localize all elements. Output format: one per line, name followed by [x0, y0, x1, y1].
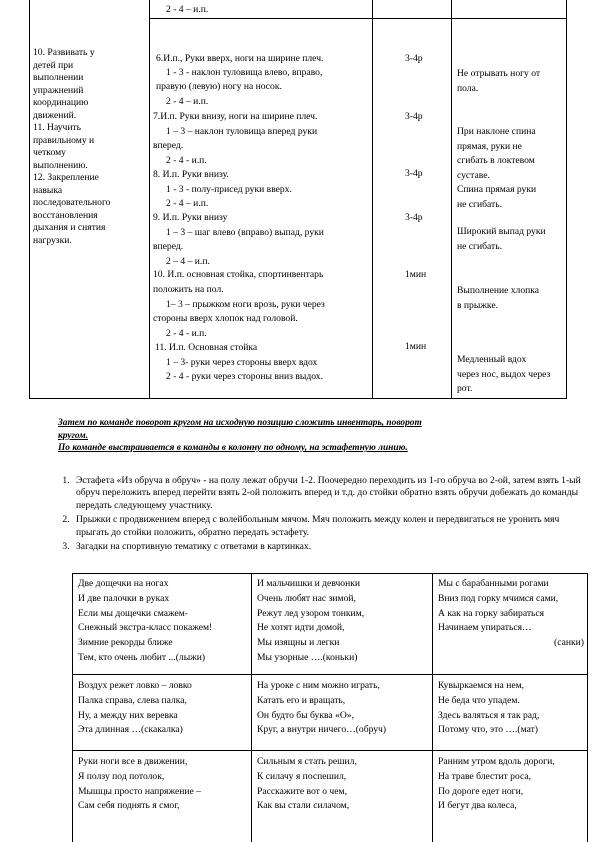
- riddle-line: Вниз под горку мчимся сами,: [438, 592, 559, 604]
- riddle-line: Ну, а между них веревка: [78, 709, 178, 721]
- riddle-line: Здесь валяться я так рад,: [438, 709, 540, 721]
- riddle-cell: [78, 577, 212, 666]
- riddle-line: На траве блестит роса,: [438, 770, 532, 782]
- riddle-line: Сам себя поднять я смог,: [78, 800, 180, 812]
- table-divider-1: [149, 0, 150, 398]
- exercise-line: 7.И.п. Руки внизу, ноги на ширине плеч.: [153, 111, 318, 122]
- riddle-line: Воздух режет ловко – ловко: [78, 680, 192, 691]
- riddle-line: Тем, кто очень любит ...(лыжи): [78, 651, 206, 663]
- exercise-line: 1 – 3 – наклон туловища вперед руки: [166, 125, 318, 137]
- exercise-11: [155, 341, 323, 385]
- riddle-line: Я ползу под потолок,: [78, 770, 165, 782]
- exercise-line: вперед.: [153, 241, 184, 252]
- riddle-row-line: [72, 750, 588, 751]
- riddle-line: И две палочки в руках: [78, 592, 170, 604]
- goal-line: 12. Закрепление: [33, 172, 99, 183]
- riddle-line: К силачу я поспешил,: [257, 770, 347, 782]
- exercise-9: [153, 211, 324, 269]
- riddle-line: Две дощечки на ногах: [78, 578, 169, 589]
- goal-line: координацию: [33, 97, 89, 108]
- riddle-cell: [438, 679, 539, 738]
- riddle-cell: [257, 577, 364, 666]
- note-line: рот.: [457, 383, 473, 394]
- dose: 3-4р: [405, 212, 423, 223]
- exercise-line: 2 - 4 - и.п.: [166, 154, 207, 166]
- list-item: 3. Загадки на спортивную тематику с ответами в картинках.: [72, 541, 588, 553]
- goal-line: выполнению.: [33, 159, 88, 171]
- riddle-line: Начинаем упираться…: [438, 622, 532, 634]
- exercise-line: 2 - 4 – и.п.: [166, 198, 209, 209]
- riddle-line: И мальчишки и девчонки: [257, 578, 361, 589]
- riddle-line: Расскажите вот о чем,: [257, 785, 347, 797]
- riddle-line: Круг, а внутри ничего…(обруч): [257, 724, 387, 736]
- table-divider-2: [372, 0, 373, 398]
- note-line: не сгибать.: [457, 198, 502, 210]
- note-text: кругом.: [58, 430, 89, 441]
- riddle-line: Руки ноги все в движении,: [78, 756, 188, 767]
- note-line: Широкий выпад руки: [457, 226, 546, 237]
- riddle-divider: [251, 573, 252, 842]
- goal-line: упражнений: [33, 84, 84, 96]
- exercise-line: 2 – 4 – и.п.: [166, 255, 210, 267]
- goal-line: 11. Научить: [33, 122, 82, 133]
- note-cell: [457, 353, 550, 397]
- note-line: Спина прямая руки: [457, 184, 537, 195]
- riddle-cell: [257, 755, 357, 814]
- note-line: через нос, выдох через: [457, 368, 551, 380]
- exercise-8: [153, 168, 292, 212]
- riddle-line: Не беда что упадем.: [438, 694, 520, 706]
- exercise-line: 10. И.п. основная стойка, спортинвентарь: [153, 269, 324, 280]
- table-border-bottom: [29, 398, 567, 399]
- note-line: суставе.: [457, 169, 490, 181]
- exercise-line: 9. И.п. Руки внизу: [153, 212, 228, 223]
- exercise-line: стороны вверх хлопок над головой.: [153, 313, 298, 325]
- list-item: 1. Эстафета «Из обруча в обруч» - на полу лежат обручи 1-2. Поочередно переходить из 1-го обруча во 2-ой, затем взять 1-ый обруч переложить вперед перейти взять 2-ой положить вперед и т.д. до стойки обратно взять обручи добежать до команды передать следующему участнику.: [72, 475, 588, 512]
- exercise-line: 11. И.п. Основная стойка: [155, 342, 258, 353]
- goal-line: правильному и: [33, 134, 95, 146]
- riddle-line: Он будто бы буква «О»,: [257, 709, 354, 721]
- riddle-line: Потому что, это ….(мат): [438, 724, 538, 736]
- note-cell: [457, 183, 536, 212]
- riddle-line: Катать его и вращать,: [257, 694, 346, 706]
- goal-line: выполнении: [33, 72, 84, 83]
- dose: 3-4р: [405, 168, 423, 179]
- goal-line: 10. Развивать у: [33, 47, 95, 58]
- table-divider-3: [451, 0, 452, 398]
- riddle-line: На уроке с ним можно играть,: [257, 680, 380, 691]
- riddle-line: Ранним утром вдоль дороги,: [438, 756, 555, 767]
- riddle-line: Если мы дощечки смажем-: [78, 607, 189, 619]
- exercise-line: 1– 3 – прыжком ноги врозь, руки через: [166, 298, 325, 310]
- goal-line: детей при: [33, 59, 74, 71]
- riddle-cell: [78, 755, 201, 814]
- riddle-line: Как вы стали силачом,: [257, 800, 350, 812]
- riddle-line: Палка справа, слева палка,: [78, 694, 187, 706]
- table-border-left: [29, 0, 30, 398]
- note-line: в прыжке.: [457, 299, 499, 311]
- riddle-line: Кувыркаемся на нем,: [438, 680, 525, 691]
- riddle-line: По дороге едет ноги,: [438, 785, 524, 797]
- exercise-6: [156, 52, 323, 109]
- note-cell: [457, 125, 536, 183]
- riddle-line: А как на горку забираться: [438, 607, 545, 619]
- exercise-line: правую (левую) ногу на носок.: [156, 81, 282, 93]
- note-cell: [457, 225, 546, 254]
- riddle-border-right: [587, 573, 588, 842]
- dose: 1мин: [405, 269, 427, 280]
- goal-line: четкому: [33, 147, 66, 158]
- riddle-row-line: [72, 674, 588, 675]
- note-cell: [457, 284, 539, 313]
- riddle-line: Зимние рекорды ближе: [78, 637, 173, 649]
- goal-line: нагрузки.: [33, 234, 72, 246]
- riddle-border-left: [72, 573, 73, 842]
- exercise-line: 2 - 4 – и.п.: [166, 95, 209, 107]
- riddle-line: Эта длинная …(скакалка): [78, 724, 183, 736]
- note-line: При наклоне спина: [457, 126, 536, 137]
- table-row-line: [149, 18, 567, 19]
- note-cell: [457, 67, 540, 96]
- riddle-line: Сильным я стать решил,: [257, 756, 357, 767]
- dose: 3-4р: [405, 53, 423, 64]
- riddle-line: И бегут два колеса,: [438, 800, 517, 812]
- riddle-line: Очень любят нас зимой,: [257, 592, 356, 604]
- exercise-10: [153, 268, 325, 342]
- note-text: Затем по команде поворот кругом на исходную позицию сложить инвентарь, поворот: [58, 418, 422, 428]
- riddle-divider: [432, 573, 433, 842]
- riddle-border-top: [72, 573, 588, 574]
- note-line: не сгибать.: [457, 240, 502, 252]
- note-line: прямая, руки не: [457, 140, 522, 152]
- riddle-cell: [257, 679, 386, 738]
- note-line: пола.: [457, 82, 479, 94]
- exercise-line: 6.И.п., Руки вверх, ноги на ширине плеч.: [156, 53, 324, 64]
- riddle-line: Мышцы просто напряжение –: [78, 785, 201, 797]
- note-line: Не отрывать ногу от: [457, 68, 541, 79]
- riddle-line: Мы узорные ….(коньки): [257, 651, 358, 663]
- riddle-line: Не хотят идти домой,: [257, 622, 345, 634]
- note-line: Медленный вдох: [457, 354, 527, 365]
- exercise-line: 1 - 3 - полу-присед руки вверх.: [166, 183, 292, 195]
- note-line: Выполнение хлопка: [457, 285, 540, 296]
- exercise-line: 1 – 3 – шаг влево (вправо) выпад, руки: [166, 226, 324, 238]
- exercise-line: 1 – 3- руки через стороны вверх вдох: [166, 356, 318, 368]
- riddle-line: Мы с барабанными рогами: [438, 578, 549, 589]
- riddle-cell: [78, 679, 192, 738]
- instruction-notes: [58, 417, 558, 455]
- note-text: По команде выстраивается в команды в колонну по одному, на эстафетную линию.: [58, 443, 408, 453]
- note-line: сгибать в локтевом: [457, 155, 535, 166]
- goal-line: восстановления: [33, 209, 98, 221]
- goal-line: навыка: [33, 184, 63, 196]
- top-line: 2 - 4 – и.п.: [166, 4, 209, 15]
- riddle-cell: [438, 577, 584, 651]
- goals-cell: [33, 47, 110, 247]
- goal-line: движений.: [33, 109, 77, 121]
- riddle-line: Мы изящны и легки: [257, 637, 340, 649]
- exercise-line: вперед.: [153, 140, 184, 151]
- exercise-line: 2 - 4 - и.п.: [166, 328, 207, 340]
- exercise-line: 8. И.п. Руки внизу.: [153, 169, 229, 180]
- riddle-answer: (санки): [554, 637, 584, 649]
- dose: 1мин: [405, 341, 427, 352]
- exercise-7: [153, 110, 317, 168]
- exercise-line: 1 - 3 - наклон туловища влево, вправо,: [166, 67, 323, 79]
- activities-list: [54, 475, 588, 555]
- riddle-line: Снежный экстра-класс покажем!: [78, 622, 213, 634]
- riddle-cell: [438, 755, 555, 814]
- list-item: 2. Прыжки с продвижением вперед с волейбольным мячом. Мяч положить между колен и передвигаться не уронить мяч прыгать до стойки положить, обратно передать эстафету.: [72, 514, 588, 539]
- goal-line: дыхания и снятия: [33, 222, 106, 233]
- table-border-right: [566, 0, 567, 398]
- riddle-line: Режут лед узором тонким,: [257, 607, 365, 619]
- goal-line: последовательного: [33, 197, 111, 208]
- exercise-line: положить на пол.: [153, 283, 224, 295]
- dose: 3-4р: [405, 111, 423, 122]
- exercise-line: 2 - 4 - руки через стороны вниз выдох.: [166, 371, 323, 382]
